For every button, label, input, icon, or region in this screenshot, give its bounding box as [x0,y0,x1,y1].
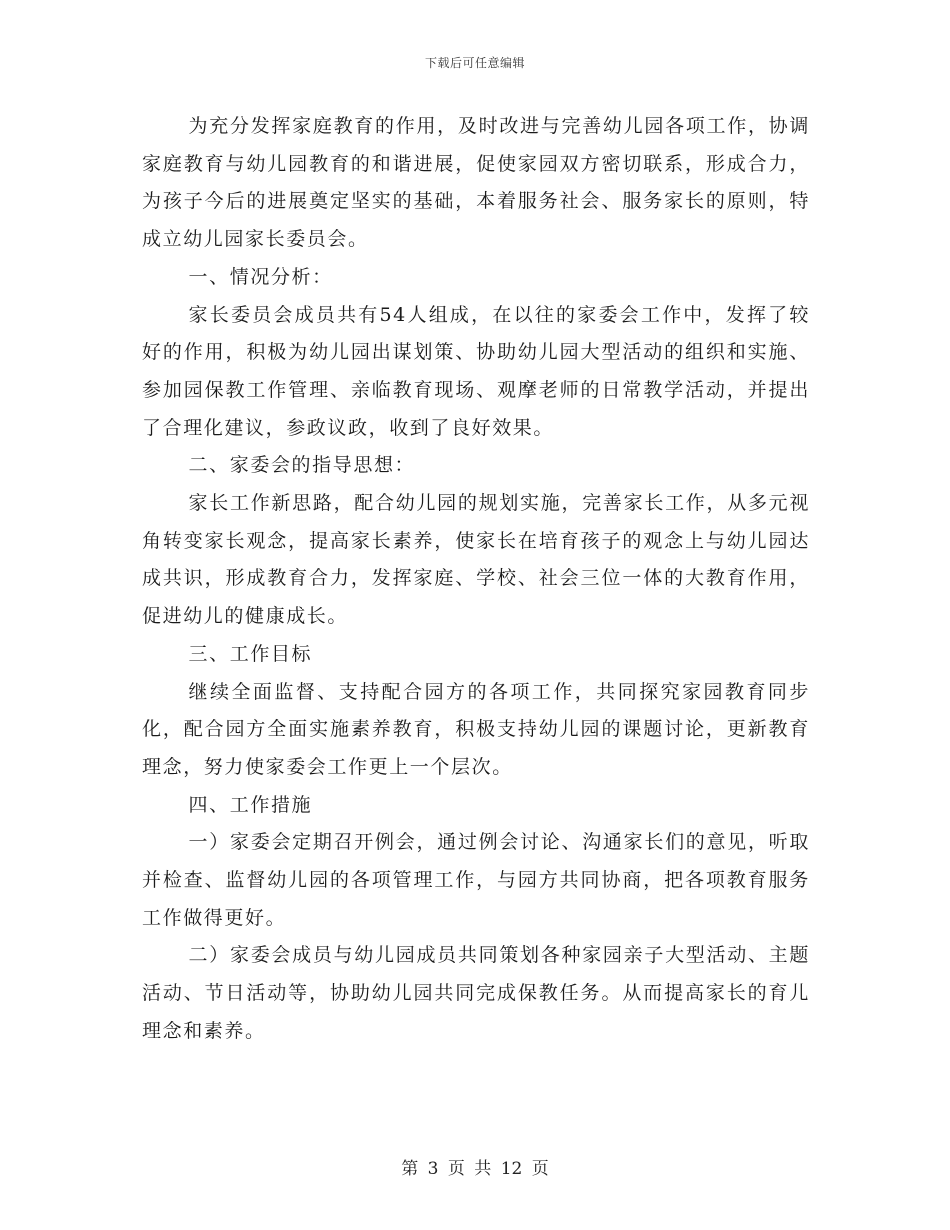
document-body [142,108,810,1051]
paragraph-situation: 家长委员会成员共有54人组成，在以往的家委会工作中，发挥了较好的作用，积极为幼儿园出谋划策、协助幼儿园大型活动的组织和实施、参加园保教工作管理、亲临教育现场、观摩老师的日常教学活动，并提出了合理化建议，参政议政，收到了良好效果。 [142,303,810,439]
paragraph-goals: 继续全面监督、支持配合园方的各项工作，共同探究家园教育同步化，配合园方全面实施素养教育，积极支持幼儿园的课题讨论，更新教育理念，努力使家委会工作更上一个层次。 [142,680,810,778]
section-heading-situation: 一、情况分析： [188,265,333,288]
paragraph-measure-2: 二）家委会成员与幼儿园成员共同策划各种家园亲子大型活动、主题活动、节日活动等，协助幼儿园共同完成保教任务。从而提高家长的育儿理念和素养。 [142,944,810,1042]
section-heading-guiding-thought: 二、家委会的指导思想： [188,454,416,477]
paragraph-measure-1: 一）家委会定期召开例会，通过例会讨论、沟通家长们的意见，听取并检查、监督幼儿园的各项管理工作，与园方共同协商，把各项教育服务工作做得更好。 [142,831,810,929]
section-heading-measures: 四、工作措施 [188,793,313,816]
paragraph-guiding-thought: 家长工作新思路，配合幼儿园的规划实施，完善家长工作，从多元视角转变家长观念，提高家长素养，使家长在培育孩子的观念上与幼儿园达成共识，形成教育合力，发挥家庭、学校、社会三位一体的大教育作用，促进幼儿的健康成长。 [142,492,810,628]
page-number: 第 3 页 共 12 页 [401,1159,549,1179]
paragraph-intro: 为充分发挥家庭教育的作用，及时改进与完善幼儿园各项工作，协调家庭教育与幼儿园教育的和谐进展，促使家园双方密切联系，形成合力，为孩子今后的进展奠定坚实的基础，本着服务社会、服务家长的原则，特成立幼儿园家长委员会。 [142,115,810,251]
header-note: 下载后可任意编辑 [424,56,525,70]
section-heading-goals: 三、工作目标 [188,642,313,665]
